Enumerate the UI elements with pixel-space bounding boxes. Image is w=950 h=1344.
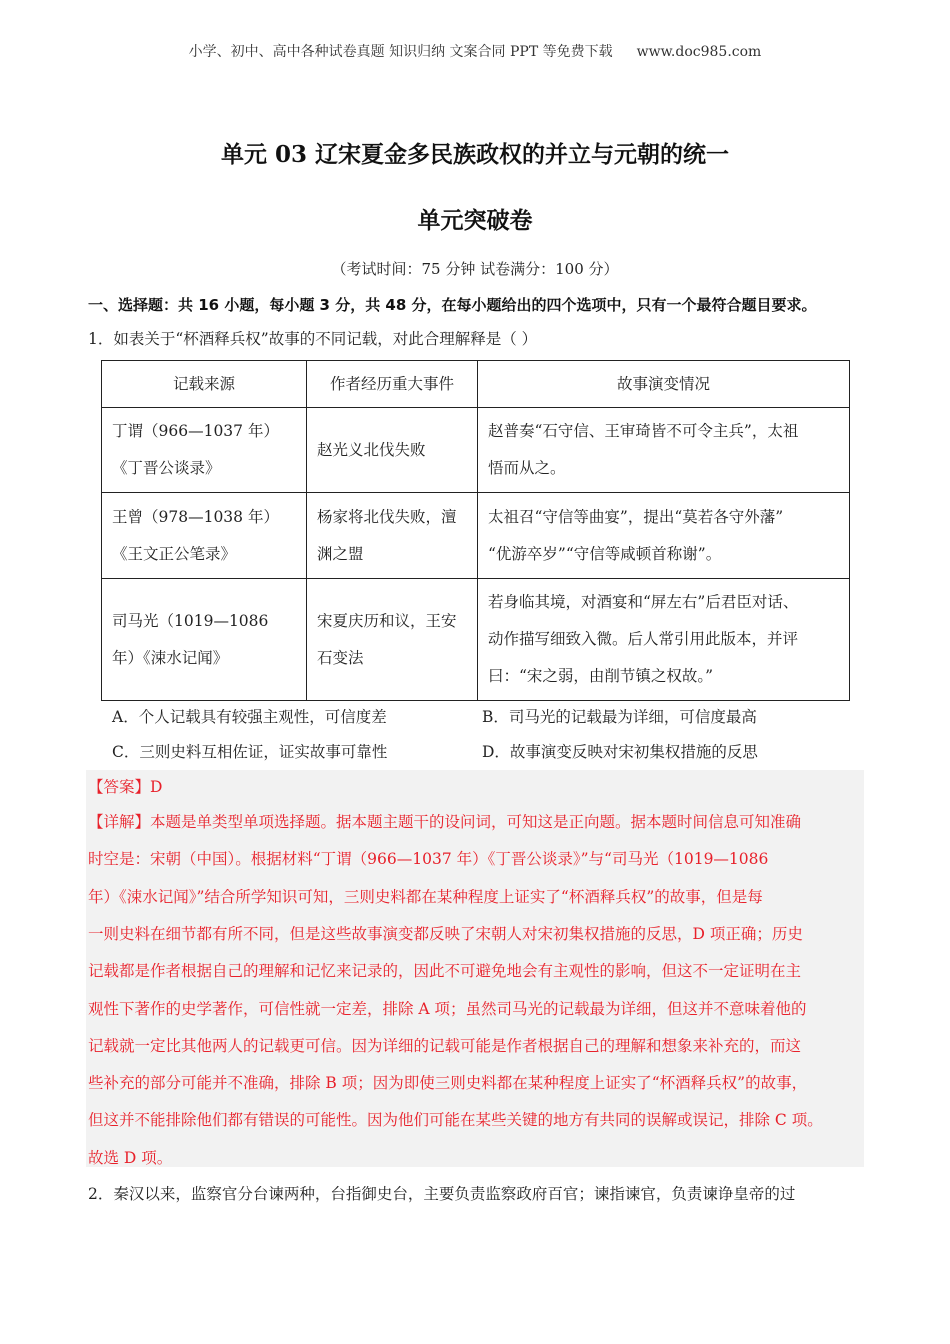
table-row <box>102 493 850 579</box>
page-title: 单元 03 辽宋夏金多民族政权的并立与元朝的统一 <box>220 141 730 168</box>
cell-line: 赵光义北伐失败 <box>317 440 426 459</box>
cell-line: 宋夏庆历和议，王安 <box>317 611 457 630</box>
explanation-line: 些补充的部分可能并不准确，排除 B 项；因为即使三则史料都在某种程度上证实了“杯酒释兵权”的故事， <box>88 1074 808 1093</box>
table-header: 故事演变情况 <box>478 361 850 408</box>
cell-line: “优游卒岁”“守信等咸顿首称谢”。 <box>488 544 722 563</box>
cell-line: 曰：“宋之弱，由削节镇之权故。” <box>488 667 714 685</box>
records-table <box>101 360 850 701</box>
explanation-line: 【详解】本题是单类型单项选择题。据本题主题干的设问词，可知这是正向题。据本题时间信息可知准确 <box>88 813 802 831</box>
page-subtitle: 单元突破卷 <box>417 207 533 234</box>
explanation-line: 观性下著作的史学著作，可信性就一定差，排除 A 项；虽然司马光的记载最为详细，但这并不意味着他的 <box>88 999 807 1018</box>
explanation-line: 记载都是作者根据自己的理解和记忆来记录的，因此不可避免地会有主观性的影响，但这不一定证明在主 <box>88 962 802 981</box>
cell-line: 赵普奏“石守信、王审琦皆不可令主兵”，太祖 <box>488 422 799 440</box>
cell-line: 《王文正公笔录》 <box>112 544 237 563</box>
explanation-line: 时空是：宋朝（中国）。根据材料“丁谓（966—1037 年）《丁晋公谈录》”与“司马光（1019—1086 <box>88 850 769 869</box>
cell-line: 丁谓（966—1037 年） <box>112 422 279 440</box>
cell-line: 年）《涑水记闻》 <box>112 648 229 667</box>
cell-line: 若身临其境，对酒宴和“屏左右”后君臣对话、 <box>488 593 799 611</box>
option-a: A．个人记载具有较强主观性，可信度差 <box>112 708 387 726</box>
cell-line: 渊之盟 <box>317 544 364 563</box>
section-title: 一、选择题：共 16 小题，每小题 3 分，共 48 分，在每小题给出的四个选项中，只有一个最符合题目要求。 <box>88 296 817 314</box>
cell-line: 司马光（1019—1086 <box>112 611 269 630</box>
question-1-stem: 1．如表关于“杯酒释兵权”故事的不同记载，对此合理解释是（ ） <box>88 330 538 348</box>
question-2-stem: 2．秦汉以来，监察官分台谏两种，台指御史台，主要负责监察政府百官；谏指谏官，负责谏诤皇帝的过 <box>88 1185 796 1203</box>
cell-line: 太祖召“守信等曲宴”，提出“莫若各守外藩” <box>488 507 784 526</box>
cell-line: 悟而从之。 <box>488 459 566 477</box>
exam-info: （考试时间：75 分钟 试卷满分：100 分） <box>331 260 619 278</box>
header-text: 小学、初中、高中各种试卷真题 知识归纳 文案合同 PPT 等免费下载 <box>188 44 613 60</box>
table-row <box>102 408 850 493</box>
cell-line: 动作描写细致入微。后人常引用此版本，并评 <box>488 630 799 648</box>
option-b: B．司马光的记载最为详细，可信度最高 <box>482 708 757 726</box>
table-header: 作者经历重大事件 <box>307 361 478 408</box>
option-c: C．三则史料互相佐证，证实故事可靠性 <box>112 743 388 761</box>
explanation-line: 故选 D 项。 <box>88 1148 173 1167</box>
table-header: 记载来源 <box>102 361 307 408</box>
cell-line: 王曾（978—1038 年） <box>112 507 279 526</box>
answer-label: 【答案】D <box>88 778 163 796</box>
explanation-line: 年）《涑水记闻》”结合所学知识可知，三则史料都在某种程度上证实了“杯酒释兵权”的故事，但是每 <box>88 887 763 906</box>
cell-line: 《丁晋公谈录》 <box>112 459 221 477</box>
header-site: www.doc985.com <box>636 44 762 60</box>
explanation-line: 一则史料在细节都有所不同，但是这些故事演变都反映了宋朝人对宋初集权措施的反思，D 项正确；历史 <box>88 924 803 943</box>
table-row <box>102 579 850 701</box>
cell-line: 石变法 <box>317 648 364 667</box>
page-header <box>0 41 950 61</box>
explanation-line: 记载就一定比其他两人的记载更可信。因为详细的记载可能是作者根据自己的理解和想象来补充的，而这 <box>88 1036 802 1055</box>
explanation-line: 但这并不能排除他们都有错误的可能性。因为他们可能在某些关键的地方有共同的误解或误记，排除 C 项。 <box>88 1111 823 1130</box>
cell-line: 杨家将北伐失败，澶 <box>317 507 457 526</box>
option-d: D．故事演变反映对宋初集权措施的反思 <box>482 743 758 761</box>
